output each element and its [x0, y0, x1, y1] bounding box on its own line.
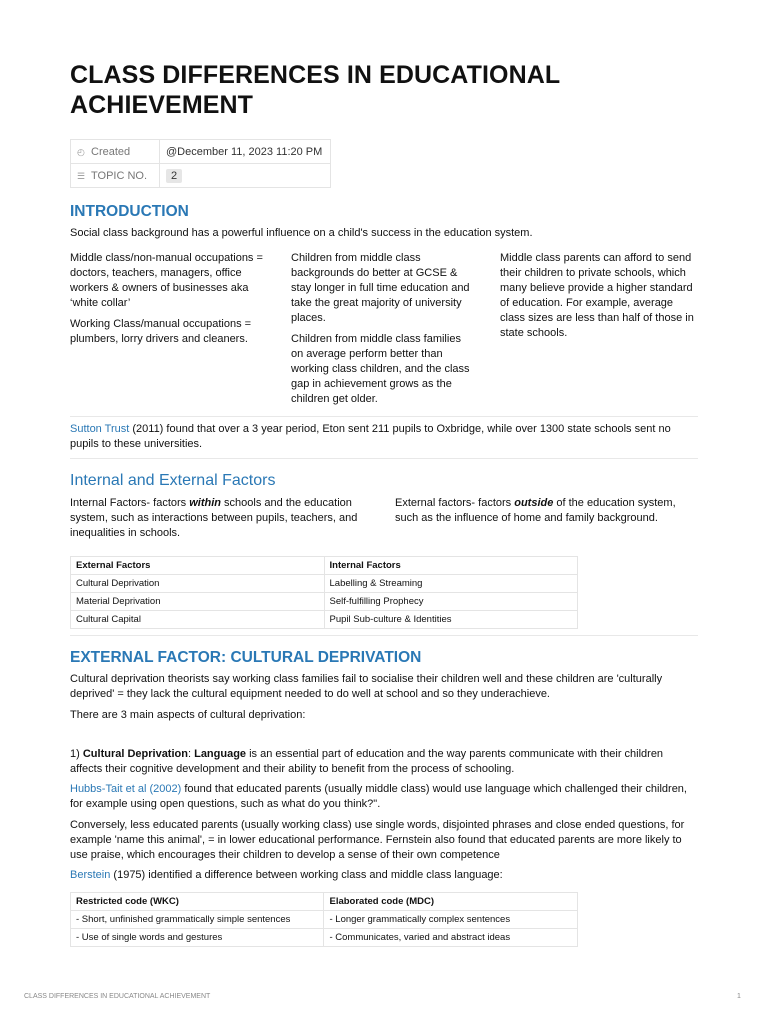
table-header-cell: Restricted code (WKC): [71, 893, 324, 911]
cultural-p3: 1) Cultural Deprivation: Language is an essential part of education and the way parents communicate with their children affects their cognitive development and their ability to benefit from the process of schooling.: [70, 748, 664, 775]
intro-col2-p2: Children from middle class families on average perform better than working class children, and the class gap in achievement grows as the children get older.: [291, 333, 470, 405]
table-row: [71, 593, 578, 611]
divider: [70, 635, 698, 636]
factors-table: [70, 556, 578, 629]
table-row: [71, 929, 578, 947]
internal-factors-text: Internal Factors- factors within schools and the education system, such as interactions between pupils, teachers, and inequalities in schools.: [70, 497, 358, 539]
table-cell: Labelling & Streaming: [324, 575, 578, 593]
divider: [70, 458, 698, 459]
created-label: Created: [91, 145, 131, 158]
list-icon: ☰: [77, 170, 86, 181]
page-title: CLASS DIFFERENCES IN EDUCATIONAL ACHIEVEMENT: [70, 61, 560, 119]
footer-title: CLASS DIFFERENCES IN EDUCATIONAL ACHIEVEMENT: [24, 993, 211, 1000]
table-header-cell: Internal Factors: [324, 557, 578, 575]
table-cell: Material Deprivation: [71, 593, 325, 611]
table-row: [71, 611, 578, 629]
cultural-p1: Cultural deprivation theorists say working class families fail to socialise their children well and these children are 'culturally deprived' = they lack the cultural equipment needed to do well at school and so they underachieve.: [70, 673, 663, 700]
table-cell: Pupil Sub-culture & Identities: [324, 611, 578, 629]
table-row: [71, 575, 578, 593]
intro-col1-p2: Working Class/manual occupations = plumbers, lorry drivers and cleaners.: [70, 318, 252, 345]
berstein-paragraph: Berstein (1975) identified a difference between working class and middle class language:: [70, 869, 503, 881]
table-cell: - Use of single words and gestures: [71, 929, 324, 947]
table-cell: - Communicates, varied and abstract ideas: [324, 929, 578, 947]
intro-col1-p1: Middle class/non-manual occupations = doctors, teachers, managers, office workers & owners of businesses aka ‘white collar’: [70, 252, 263, 309]
table-header-row: [71, 557, 578, 575]
hubbs-paragraph: Hubbs-Tait et al (2002) found that educated parents (usually middle class) would use language which challenged their children, for example using open questions, such as what do you think?".: [70, 783, 687, 810]
table-cell: - Short, unfinished grammatically simple sentences: [71, 911, 324, 929]
berstein-link[interactable]: Berstein: [70, 869, 111, 881]
properties-table: [70, 139, 331, 188]
clock-icon: ◴: [77, 146, 85, 157]
language-code-table: [70, 892, 578, 947]
table-cell: Cultural Deprivation: [71, 575, 325, 593]
table-cell: Self-fulfilling Prophecy: [324, 593, 578, 611]
table-cell: Cultural Capital: [71, 611, 325, 629]
cultural-p2: There are 3 main aspects of cultural deprivation:: [70, 709, 306, 721]
cultural-heading: EXTERNAL FACTOR: CULTURAL DEPRIVATION: [70, 649, 422, 666]
factors-heading: Internal and External Factors: [70, 472, 276, 489]
sutton-paragraph: Sutton Trust (2011) found that over a 3 year period, Eton sent 211 pupils to Oxbridge, while over 1300 state schools sent no pupils to these universities.: [70, 423, 671, 450]
topic-label: TOPIC NO.: [91, 169, 148, 182]
footer-page-number: 1: [737, 993, 741, 1000]
cultural-p5: Conversely, less educated parents (usually working class) use single words, disjointed phrases and close ended questions, for example 'name this animal', = in lower educational performance. Fernstein also found that educated parents are more likely to use praise, which encourages their children to develop a sense of their own competence: [70, 819, 685, 861]
table-header-cell: Elaborated code (MDC): [324, 893, 578, 911]
hubbs-tait-link[interactable]: Hubbs-Tait et al (2002): [70, 783, 182, 795]
property-row-created: [71, 140, 331, 164]
intro-lead: Social class background has a powerful influence on a child's success in the education system.: [70, 227, 533, 239]
intro-heading: INTRODUCTION: [70, 203, 189, 220]
created-value: @December 11, 2023 11:20 PM: [160, 140, 331, 164]
intro-col2-p1: Children from middle class backgrounds do better at GCSE & stay longer in full time education and take the great majority of university places.: [291, 252, 470, 324]
table-row: [71, 911, 578, 929]
table-header-cell: External Factors: [71, 557, 325, 575]
property-row-topic: [71, 164, 331, 188]
external-factors-text: External factors- factors outside of the education system, such as the influence of home and family background.: [395, 497, 676, 524]
divider: [70, 416, 698, 417]
table-header-row: [71, 893, 578, 911]
topic-badge: 2: [166, 169, 182, 183]
intro-col3-p1: Middle class parents can afford to send their children to private schools, which many believe provide a higher standard of education. For example, average class sizes are less than half of those in state schools.: [500, 252, 694, 339]
table-cell: - Longer grammatically complex sentences: [324, 911, 578, 929]
sutton-trust-link[interactable]: Sutton Trust: [70, 423, 130, 435]
